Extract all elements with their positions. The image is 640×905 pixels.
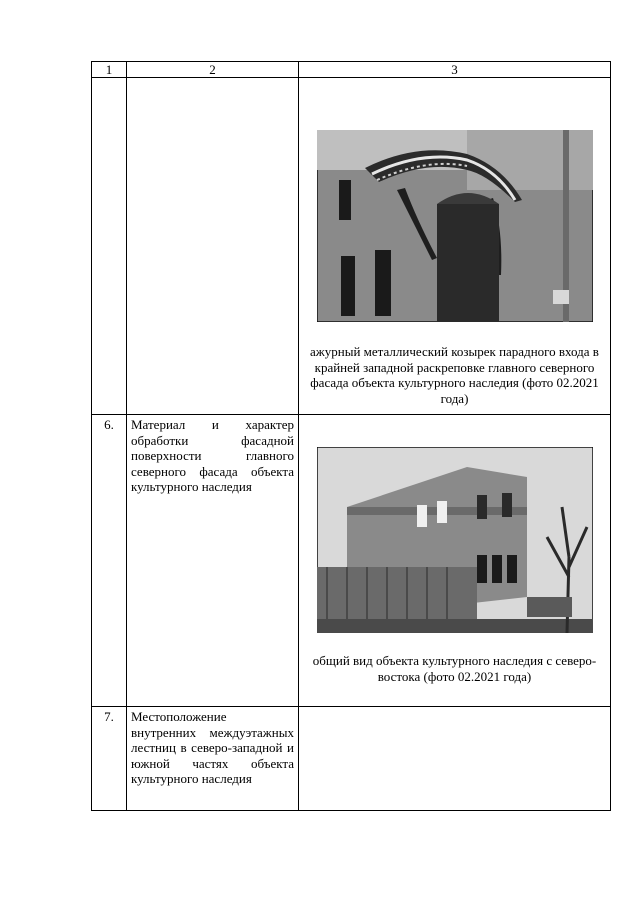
photo-cell (299, 707, 611, 811)
photo-cell (299, 78, 611, 415)
table-header-row (92, 62, 611, 78)
table-row (92, 415, 611, 707)
table-row (92, 78, 611, 415)
header-cell-1: 1 (92, 62, 127, 78)
row-description: Материал и характер обработки фасадной поверхности главного северного фасада объекта культурного наследия (127, 415, 299, 707)
row-description (127, 78, 299, 415)
table-row (92, 707, 611, 811)
row-number (92, 78, 127, 415)
photo-caption: общий вид объекта культурного наследия с северо-востока (фото 02.2021 года) (312, 653, 597, 684)
header-cell-3: 3 (299, 62, 611, 78)
header-cell-2: 2 (127, 62, 299, 78)
photo-caption: ажурный металлический козырек парадного входа в крайней западной раскреповке главного северного фасада объекта культурного наследия (фото 02.2021 года) (310, 344, 599, 406)
row-number: 6. (92, 415, 127, 707)
metal-canopy-photo (317, 130, 593, 322)
building-overview-photo (317, 447, 593, 633)
row-number: 7. (92, 707, 127, 811)
document-table (91, 61, 611, 811)
photo-cell (299, 415, 611, 707)
row-description: Местоположение внутренних междуэтажных лестниц в северо-западной и южной частях объекта культурного наследия (127, 707, 299, 811)
